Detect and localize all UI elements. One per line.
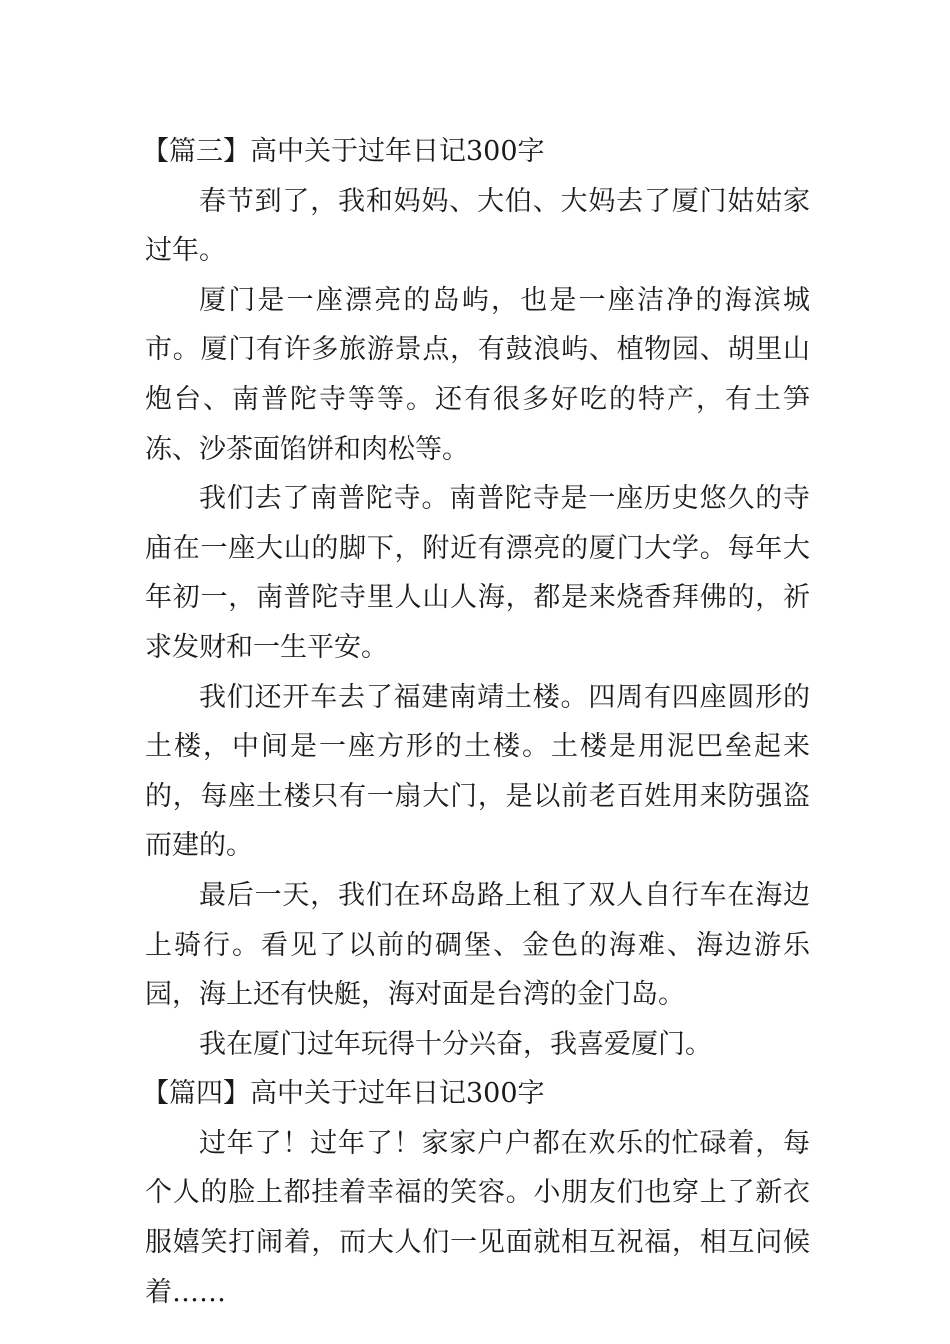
section-heading-4: 【篇四】高中关于过年日记300字 (142, 1078, 545, 1110)
paragraph-3-6: 我在厦门过年玩得十分兴奋，我喜爱厦门。 (199, 1028, 712, 1060)
paragraph-3-4: 我们还开车去了福建南靖土楼。四周有四座圆形的土楼，中间是一座方形的土楼。土楼是用泥巴垒起来的，每座土楼只有一扇大门，是以前老百姓用来防强盗而建的。 (145, 681, 810, 862)
paragraph-4-1: 过年了！过年了！家家户户都在欢乐的忙碌着，每个人的脸上都挂着幸福的笑容。小朋友们也穿上了新衣服嬉笑打闹着，而大人们一见面就相互祝福，相互问候着…… (145, 1127, 810, 1308)
section-heading-3: 【篇三】高中关于过年日记300字 (142, 136, 545, 167)
paragraph-3-1: 春节到了，我和妈妈、大伯、大妈去了厦门姑姑家过年。 (145, 185, 810, 267)
paragraph-3-3: 我们去了南普陀寺。南普陀寺是一座历史悠久的寺庙在一座大山的脚下，附近有漂亮的厦门大学。每年大年初一，南普陀寺里人山人海，都是来烧香拜佛的，祈求发财和一生平安。 (145, 483, 810, 663)
paragraph-3-2: 厦门是一座漂亮的岛屿，也是一座洁净的海滨城市。厦门有许多旅游景点，有鼓浪屿、植物园、胡里山炮台、南普陀寺等等。还有很多好吃的特产，有土笋冻、沙茶面馅饼和肉松等。 (145, 284, 810, 465)
document-page (142, 127, 810, 1317)
paragraph-3-5: 最后一天，我们在环岛路上租了双人自行车在海边上骑行。看见了以前的碉堡、金色的海难、海边游乐园，海上还有快艇，海对面是台湾的金门岛。 (145, 879, 810, 1011)
